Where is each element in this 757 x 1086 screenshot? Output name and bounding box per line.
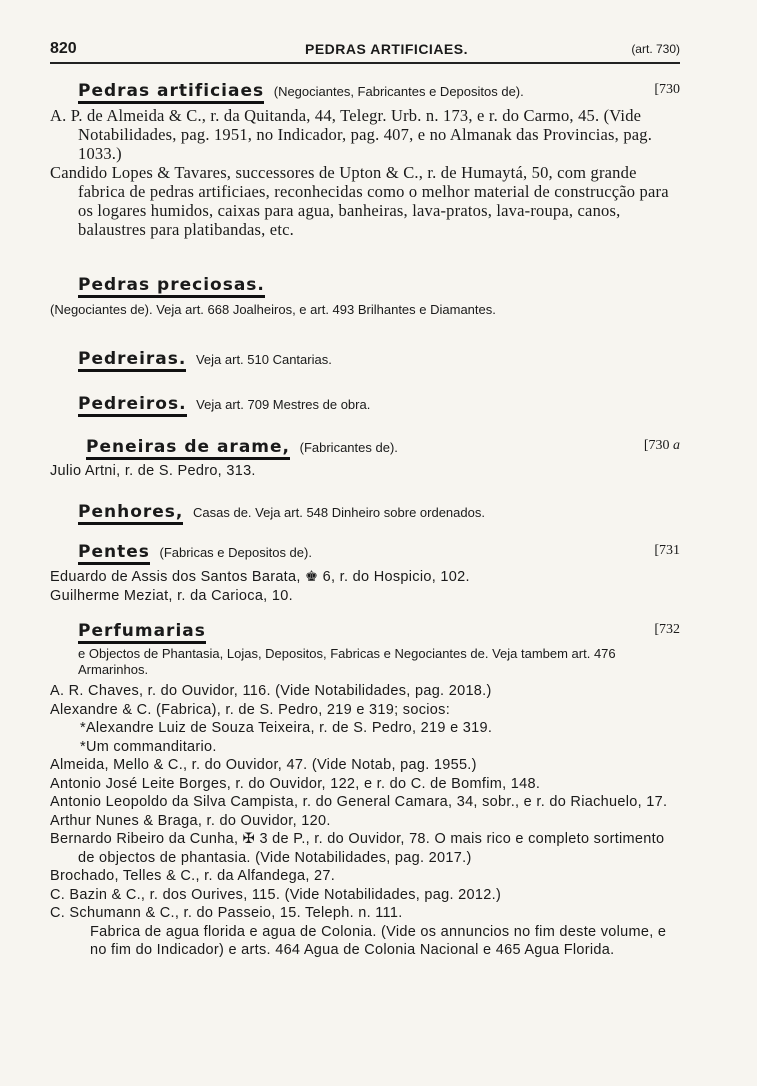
section-ref [644,438,680,454]
ref-suffix: a [673,438,680,453]
page-number: 820 [50,40,77,57]
section-note: Veja art. 510 Cantarias. [195,352,332,367]
list-item: Fabrica de agua florida e agua de Colonia. (Vide os annuncios no fim deste volume, e no fim do Indicador) e arts. 464 Agua de Colonia Nacional e 465 Agua Florida. [90,923,667,958]
list-item: Antonio José Leite Borges, r. do Ouvidor, 122, e r. do C. de Bomfim, 148. [50,775,541,792]
section-heading: Pedras artificiaes [78,82,264,104]
list-item: Alexandre & C. (Fabrica), r. de S. Pedro, 219 e 319; socios: [50,701,451,718]
section-note: e Objectos de Phantasia, Lojas, Depositos, Fabricas e Negociantes de. Veja tambem art. 476 Armarinhos. [78,646,616,677]
list-item: Eduardo de Assis dos Santos Barata, ♚ 6, r. do Hospicio, 102. [50,569,470,585]
list-item: A. P. de Almeida & C., r. da Quitanda, 44, Telegr. Urb. n. 173, e r. do Carmo, 45. (Vide Notabilidades, pag. 1951, no Indicador, pag. 407, e no Almanak das Provincias, pag. 1033.) [50,106,653,163]
section-perfumarias [50,622,680,960]
section-note: (Fabricas e Depositos de). [159,545,312,560]
list-item: *Alexandre Luiz de Souza Teixeira, r. de S. Pedro, 219 e 319. [80,720,493,736]
section-note: (Fabricantes de). [299,440,398,455]
list-item: A. R. Chaves, r. do Ouvidor, 116. (Vide Notabilidades, pag. 2018.) [50,683,492,699]
section-note: (Negociantes de). Veja art. 668 Joalheiros, e art. 493 Brilhantes e Diamantes. [50,302,496,317]
section-pedreiras [50,350,680,372]
section-heading: Pedreiras. [78,350,186,372]
ref-number: [730 [643,438,670,453]
list-item: Guilherme Meziat, r. da Carioca, 10. [50,587,293,604]
page-header [50,38,680,64]
section-heading: Perfumarias [78,622,206,644]
section-pentes [50,543,680,605]
section-heading: Pentes [78,543,150,565]
section-pedreiros [50,395,680,417]
section-ref: [732 [654,622,680,637]
section-ref: [731 [654,543,680,558]
list-item: C. Schumann & C., r. do Passeio, 15. Teleph. n. 111. [50,905,403,921]
list-item: Arthur Nunes & Braga, r. do Ouvidor, 120. [50,812,331,829]
list-item: Julio Artni, r. de S. Pedro, 313. [50,463,256,479]
running-title: PEDRAS ARTIFICIAES. [305,41,468,57]
section-note: (Negociantes, Fabricantes e Depositos de). [273,84,524,99]
article-reference: (art. 730) [631,42,680,56]
section-penhores [50,503,680,525]
list-item: C. Bazin & C., r. dos Ourives, 115. (Vide Notabilidades, pag. 2012.) [50,886,502,903]
list-item: Brochado, Telles & C., r. da Alfandega, 27. [50,868,336,884]
list-item: Almeida, Mello & C., r. do Ouvidor, 47. (Vide Notab, pag. 1955.) [50,757,477,773]
list-item: Candido Lopes & Tavares, successores de Upton & C., r. de Humaytá, 50, com grande fabrica de pedras artificiaes, reconhecidas como o melhor material de construcção para os logares humidos, caixas para agua, banheiras, lava-pratos, lava-roupa, canos, balaustres para platibandas, etc. [50,163,669,239]
section-pedras-preciosas [50,276,680,318]
section-note: Veja art. 709 Mestres de obra. [196,397,371,412]
list-item: Bernardo Ribeiro da Cunha, ✠ 3 de P., r. do Ouvidor, 78. O mais rico e completo sortimento de objectos de phantasia. (Vide Notabilidades, pag. 2017.) [50,831,665,866]
section-peneiras [50,438,680,481]
section-heading: Pedras preciosas. [78,276,265,298]
list-item: *Um commanditario. [80,738,217,755]
list-item: Antonio Leopoldo da Silva Campista, r. do General Camara, 34, sobr., e r. do Riachuelo, 17. [50,794,668,810]
section-ref: [730 [654,82,680,97]
section-heading: Pedreiros. [78,395,187,417]
section-heading: Penhores, [78,503,183,525]
section-note: Casas de. Veja art. 548 Dinheiro sobre ordenados. [193,505,485,520]
section-heading: Peneiras de arame, [86,438,290,460]
section-pedras-artificiaes [50,82,680,239]
